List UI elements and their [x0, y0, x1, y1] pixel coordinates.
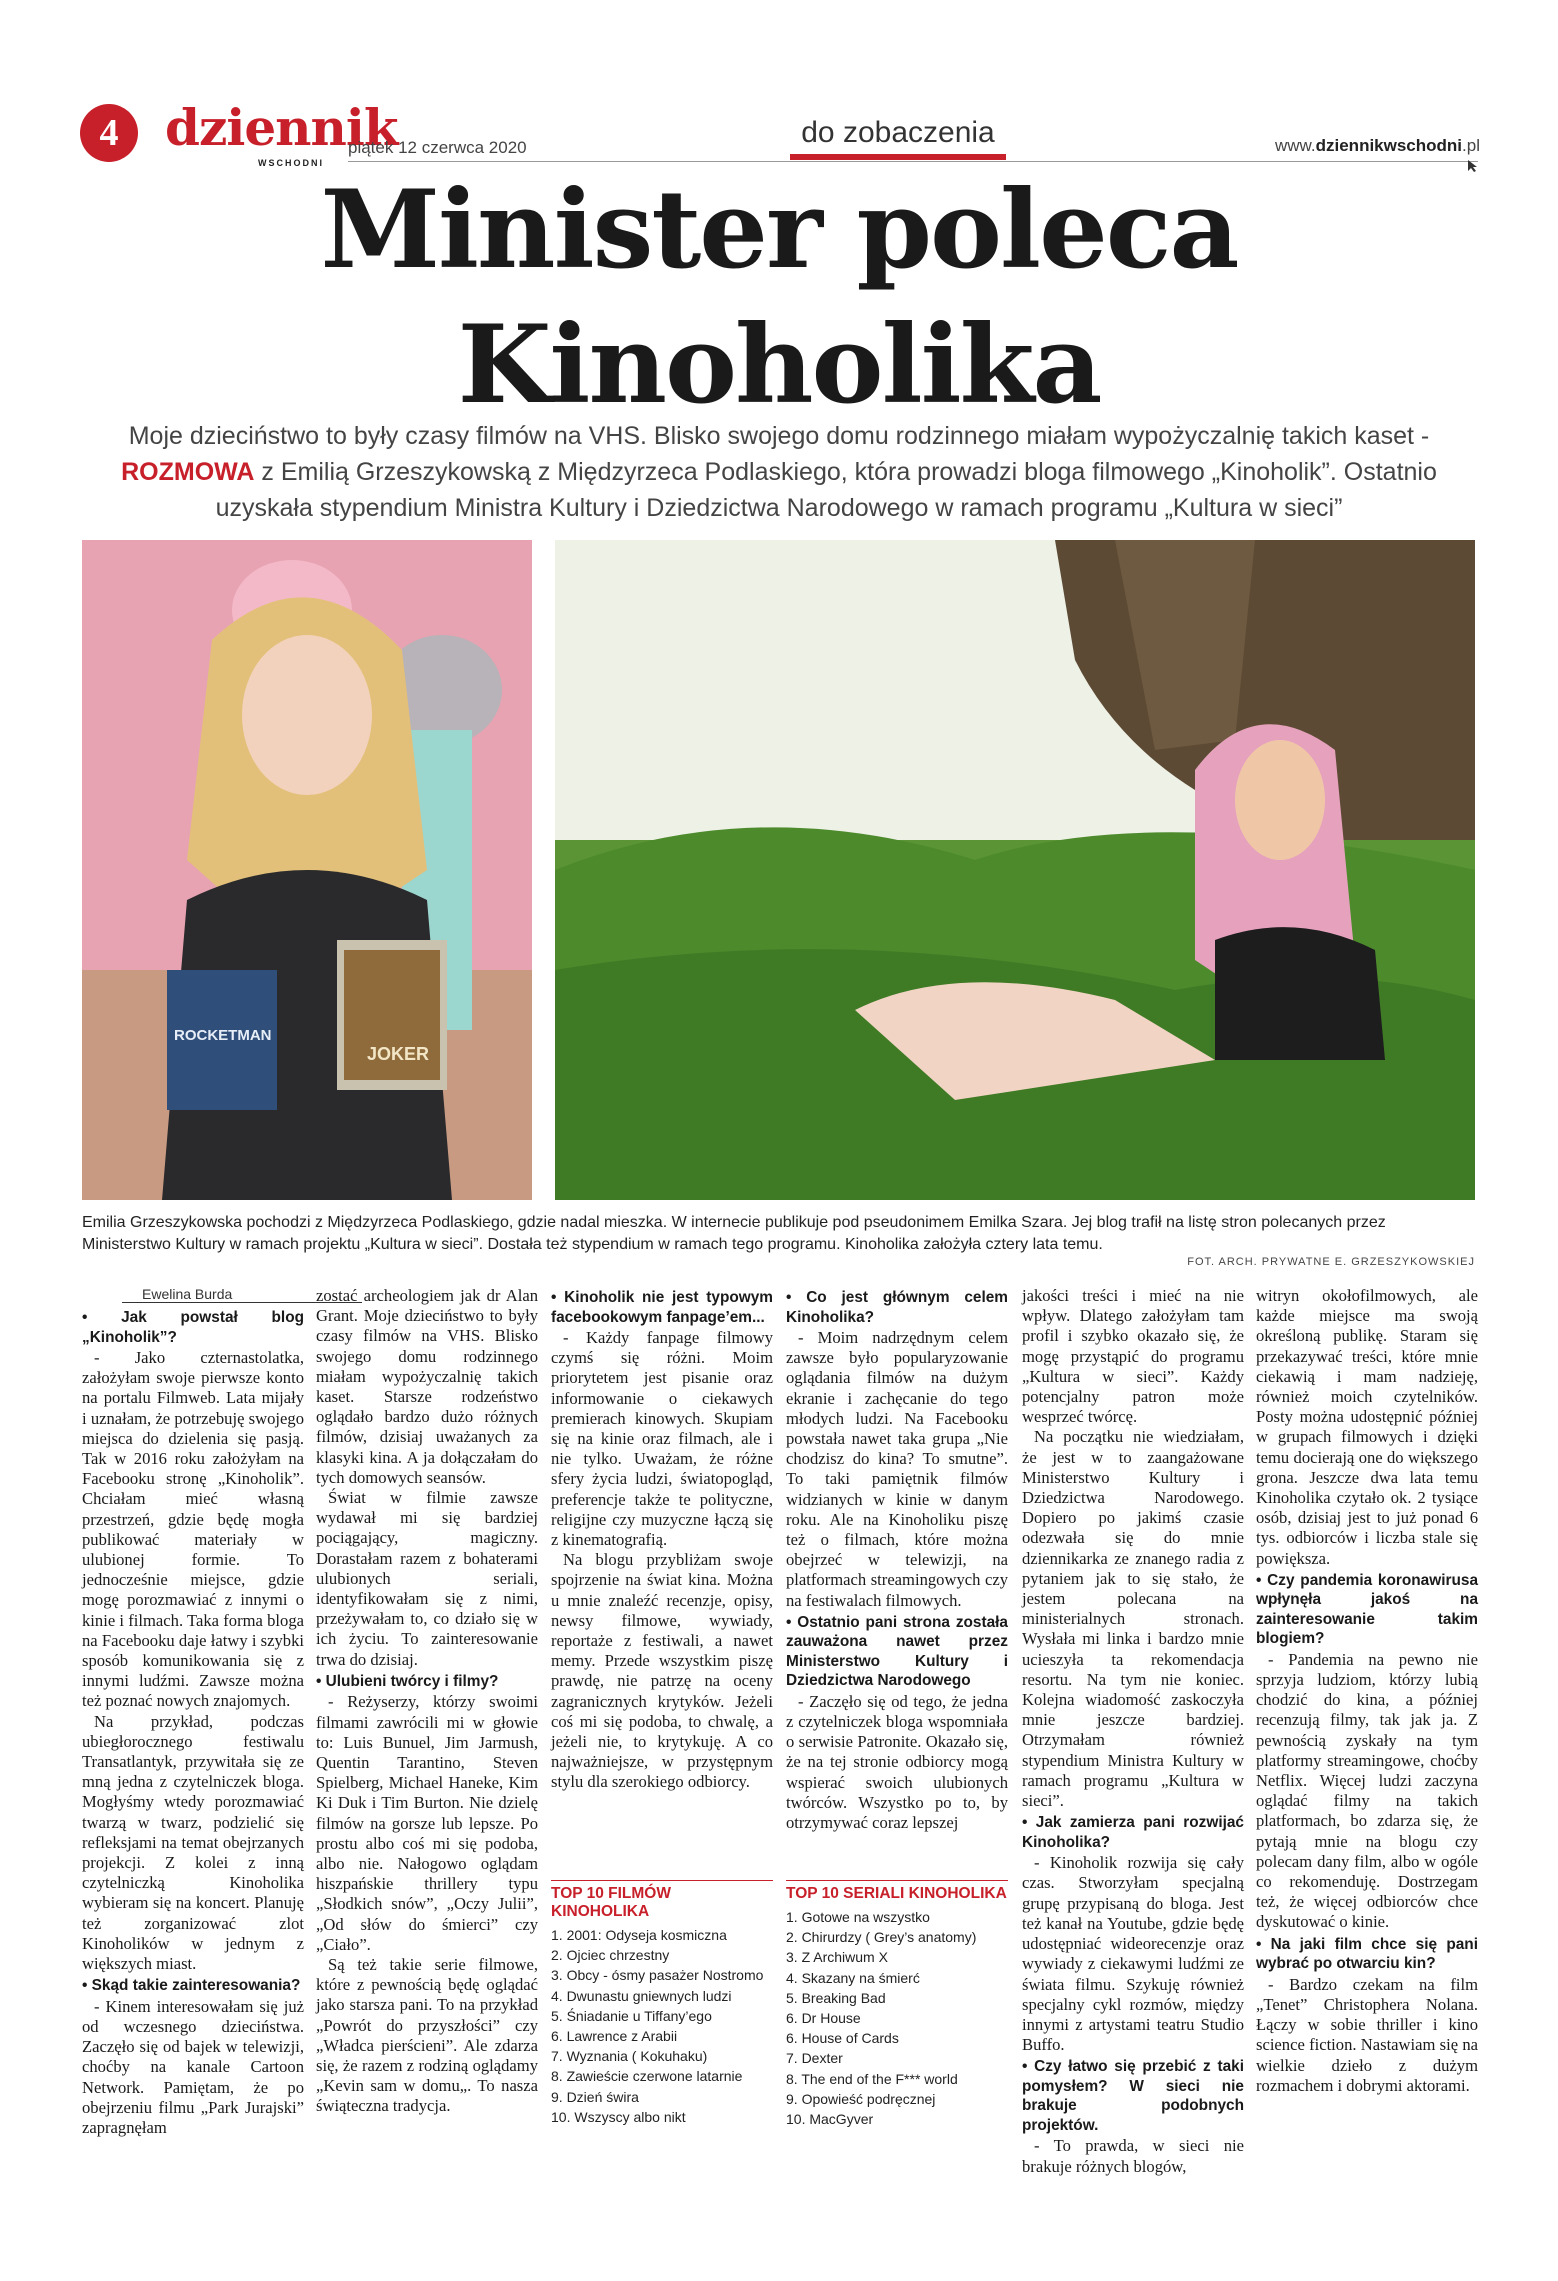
- top-list-item: 9. Dzień świra: [551, 2088, 639, 2105]
- article-paragraph: - Pandemia na pewno nie sprzyja ludziom, którzy lubią chodzić do kina, a później recenzują filmy, tak jak ja. Z pewnością zyskały na tym platformy streamingowe, choćby Netflix. Więcej ludzi zaczyna oglądać filmy na takich platformach, bo zdarza się, że pytają mnie na blogu czy polecam dany film, albo w ogóle co rekomenduję. Dostrzegam też, że więcej odbiorców chce dyskutować o kinie.: [1256, 1649, 1478, 1932]
- section-label: do zobaczenia: [801, 116, 995, 149]
- url-domain: dziennikwschodni: [1315, 136, 1463, 155]
- headline-line-2: Kinoholika: [457, 302, 1101, 428]
- photo-blogger-in-grass: [555, 540, 1475, 1200]
- newspaper-logo: dziennik: [165, 98, 398, 157]
- top-list-item: 10. Wszyscy albo nikt: [551, 2108, 686, 2125]
- article-paragraph: - Moim nadrzędnym celem zawsze było popularyzowanie oglądania filmów na dużym ekranie i zachęcanie do tego młodych ludzi. Na Facebooku powstała nawet taka grupa „Nie chodzisz do kina? To smutne”. To taki pamiętnik filmów widzianych w kinie w danym roku. Ale na Kinoholiku piszę też o filmach, które można obejrzeć w telewizji, na platformach streamingowych czy na festiwalach filmowych.: [786, 1328, 1008, 1610]
- interview-question: • Co jest głównym celem Kinoholika?: [786, 1289, 1008, 1326]
- dvd-joker-label: JOKER: [367, 1044, 430, 1064]
- top-list-item: 1. 2001: Odyseja kosmiczna: [551, 1927, 727, 1943]
- article-column-5: [1022, 1286, 1244, 2177]
- article-column-2: [316, 1286, 538, 2117]
- lead-line-2: [100, 454, 1458, 490]
- photo-blogger-with-dvds: [82, 540, 532, 1200]
- top-films-list: [551, 1925, 773, 2127]
- section-underline: [790, 154, 1006, 160]
- top-list-item: 6. House of Cards: [786, 2030, 899, 2047]
- top-list-item: 10. MacGyver: [786, 2111, 874, 2128]
- article-paragraph: witryn okołofilmowych, ale każde miejsce ma swoją określoną publikę. Staram się przekazywać treści, które mnie ciekawią i mam nadzieję, również moich czytelników. Posty można udostępnić później w grupach filmowych i dzięki temu docierają one do większego grona. Jeszcze dwa lata temu Kinoholika czytało ok. 2 tysiące osób, dzisiaj jest to już ponad 6 tys. odbiorców i liczba stale się powiększa.: [1256, 1286, 1478, 1568]
- article-paragraph: - Kinoholik rozwija się cały czas. Stworzyłam specjalną grupę przypisaną do bloga. Jest też kanał na Youtube, gdzie będę udostępniać wideorecenzje oraz wywiady z ciekawymi ludźmi ze świata filmu. Szykuję również specjalny cykl rozmów, między innymi z artystami teatru Studio Buffo.: [1022, 1853, 1244, 2055]
- interview-question: • Jak zamierza pani rozwijać Kinoholika?: [1022, 1814, 1244, 1851]
- top-series-box: [786, 1880, 1008, 2129]
- article-paragraph: - Jako czternastolatka, założyłam swoje pierwsze konto na portalu Filmweb. Lata mijały i uznałam, że potrzebuję swojego miejsca do dzielenia się pasją. Tak w 2016 roku założyłam na Facebooku stronę „Kinoholik”. Chciałam mieć własną przestrzeń, gdzie będę mogła publikować materiały w ulubionej formie. To jednocześnie miejsce, gdzie mogę porozmawiać z innymi o kinie i filmach. Taka forma bloga na Facebooku daje łatwy i szybki sposób komunikowania się z innymi ludźmi. Zawsze można też poznać nowych znajomych.: [82, 1348, 304, 1711]
- lead-line-1: Moje dzieciństwo to były czasy filmów na VHS. Blisko swojego domu rodzinnego miałam wypożyczalnię takich kaset -: [128, 422, 1430, 450]
- article-paragraph: - Kinem interesowałam się już od wczesnego dzieciństwa. Zaczęło się od bajek w telewizji, choćby na kanale Cartoon Network. Pamiętam, że po obejrzeniu filmu „Park Jurajski” zapragnęłam: [82, 1996, 304, 2138]
- interview-question: • Czy pandemia koronawirusa wpłynęła jakoś na zainteresowanie takim blogiem?: [1256, 1571, 1478, 1648]
- photo-right-illustration: [555, 540, 1475, 1200]
- dvd-rocketman-label: ROCKETMAN: [174, 1027, 272, 1044]
- article-paragraph: - Bardzo czekam na film „Tenet” Christophera Nolana. Łączy w sobie thriller i kino science fiction. Nastawiam się na wielkie dzieło z dużym rozmachem i dobrymi aktorami.: [1256, 1974, 1478, 2095]
- top-list-item: 8. Zawieście czerwone latarnie: [551, 2068, 743, 2085]
- article-column-1: [82, 1306, 304, 2138]
- article-column-6: [1256, 1286, 1478, 2096]
- interview-question: • Na jaki film chce się pani wybrać po otwarciu kin?: [1256, 1935, 1478, 1973]
- interview-question: • Czy łatwo się przebić z taki pomysłem? W sieci nie brakuje podobnych projektów.: [1022, 2058, 1244, 2134]
- top-list-item: 2. Chirurdzy ( Grey’s anatomy): [786, 1929, 977, 1946]
- top-list-item: 5. Śniadanie u Tiffany’ego: [551, 2007, 712, 2024]
- article-paragraph: - Każdy fanpage filmowy czymś się różni. Moim priorytetem jest pisanie oraz informowanie o ciekawych premierach kinowych. Skupiam się na kinie oraz filmach, ale i nie tylko. Uważam, że różne sfery życia ludzi, światopogląd, preferencje także te polityczne, religijne czy muzyczne łączą się z kinematografią.: [551, 1328, 773, 1550]
- lead-paragraph: [100, 418, 1458, 526]
- interview-question: • Ulubieni twórcy i filmy?: [316, 1672, 499, 1690]
- top-series-title: TOP 10 SERIALI KINOHOLIKA: [786, 1880, 1008, 1903]
- url-prefix: www.: [1275, 136, 1316, 155]
- top-list-item: 4. Dwunastu gniewnych ludzi: [551, 1987, 732, 2004]
- headline-line-1: Minister poleca: [320, 167, 1238, 293]
- page-number: 4: [80, 104, 138, 162]
- top-series-list: [786, 1907, 1008, 2129]
- top-films-box: [551, 1880, 773, 2127]
- article-paragraph: - To prawda, w sieci nie brakuje różnych blogów,: [1022, 2136, 1244, 2176]
- top-list-item: 1. Gotowe na wszystko: [786, 1909, 930, 1925]
- newspaper-logo-subtitle: WSCHODNI: [258, 158, 324, 168]
- article-paragraph: Na przykład, podczas ubiegłorocznego festiwalu Transatlantyk, przywitała się ze mną jedna z czytelniczek bloga. Mogłyśmy wtedy porozmawiać twarzą w twarz, podzielić się refleksjami na temat obejrzanych projekcji. Z kolei z inną czytelniczką Kinoholika wybieram się na koncert. Planuję też zorganizować zlot Kinoholików w jednym z większych miast.: [82, 1711, 304, 1974]
- issue-date: piątek 12 czerwca 2020: [348, 138, 527, 157]
- article-paragraph: zostać archeologiem jak dr Alan Grant. Moje dzieciństwo to były czasy filmów na VHS. Blisko swojego domu rodzinnego miałam wypożyczalnię takich kaset. Starsze rodzeństwo oglądało bardzo dużo różnych filmów, dzisiaj uważanych za klasyki kina. A ja dołączałam do tych domowych seansów.: [316, 1286, 538, 1487]
- top-list-item: 2. Ojciec chrzestny: [551, 1947, 670, 1964]
- article-paragraph: Na początku nie wiedziałam, że jest w to zaangażowane Ministerstwo Kultury i Dziedzictwa Narodowego. Dopiero po jakimś czasie odezwała się do mnie dziennikarka ze znanego radia z pytaniem jak to się stało, że jestem polecana na ministerialnych stronach. Wysłała mi linka i bardzo mnie ucieszyła ta rekomendacja resortu. Na tym nie koniec. Kolejna wiadomość zaskoczyła mnie jeszcze bardziej. Otrzymałam również stypendium Ministra Kultury w ramach programu „Kultura w sieci”.: [1022, 1427, 1244, 1811]
- top-list-item: 3. Z Archiwum X: [786, 1949, 888, 1966]
- lead-tag: ROZMOWA: [121, 458, 255, 486]
- article-paragraph: Są też takie serie filmowe, które z pewnością będę oglądać jako starsza pani. To na przykład „Powrót do przyszłości” czy „Władca pierścieni”. Ale zdarza się, że razem z rodziną oglądamy „Kevin sam w domu„. To nasza świąteczna tradycja.: [316, 1955, 538, 2116]
- author-byline: Ewelina Burda: [122, 1286, 362, 1303]
- top-list-item: 5. Breaking Bad: [786, 1989, 886, 2006]
- photo-caption: Emilia Grzeszykowska pochodzi z Międzyrzeca Podlaskiego, gdzie nadal mieszka. W internecie publikuje pod pseudonimem Emilka Szara. Jej blog trafił na listę stron polecanych przez Ministerstwo Kultury w ramach projektu „Kultura w sieci”. Dostała też stypendium w ramach tego programu. Kinoholika założyła cztery lata temu.: [82, 1214, 1386, 1253]
- article-paragraph: Świat w filmie zawsze wydawał mi się bardziej pociągający, magiczny. Dorastałam razem z bohaterami ulubionych seriali, identyfikowałam się z nimi, przeżywałam to, co działo się w ich życiu. To zainteresowanie trwa do dzisiaj.: [316, 1488, 538, 1669]
- article-paragraph: Na blogu przybliżam swoje spojrzenie na świat kina. Można u mnie znaleźć recenzje, opisy, newsy filmowe, wywiady, reportaże z festiwali, a nawet memy. Przede wszystkim piszę prawdę, nie patrzę na oceny zagranicznych krytyków. Jeżeli coś mi się podoba, to chwalę, a jeżeli nie, to krytykuję. A co najważniejsze, w przystępnym stylu dla szerokiego odbiorcy.: [551, 1550, 773, 1792]
- interview-question: • Ostatnio pani strona została zauważona nawet przez Ministerstwo Kultury i Dziedzictwa Narodowego: [786, 1613, 1008, 1690]
- article-paragraph: - Reżyserzy, którzy swoimi filmami zawrócili mi w głowie to: Luis Bunuel, Jim Jarmush, Quentin Tarantino, Steven Spielberg, Michael Haneke, Kim Ki Duk i Tim Burton. Nie dzielę filmów na gorsze lub lepsze. Po prostu albo coś mi się podoba, albo nie. Nałogowo oglądam hiszpańskie thrillery typu „Słodkich snów”, „Oczy Julii”, „Od słów do śmierci” czy „Ciało”.: [316, 1692, 538, 1954]
- interview-question: • Skąd takie zainteresowania?: [82, 1977, 301, 1995]
- article-paragraph: - Zaczęło się od tego, że jedna z czytelniczek bloga wspomniała o serwisie Patronite. Okazało się, że na tej stronie odbiorcy mogą wspierać swoich ulubionych twórców. Wszystko po to, by otrzymywać coraz lepszej: [786, 1691, 1008, 1833]
- interview-question: • Jak powstał blog „Kinoholik”?: [82, 1309, 304, 1346]
- top-list-item: 7. Dexter: [786, 2050, 843, 2067]
- top-films-title: TOP 10 FILMÓW KINOHOLIKA: [551, 1880, 773, 1921]
- lead-line-3: uzyskała stypendium Ministra Kultury i Dziedzictwa Narodowego w ramach programu „Kultura w sieci”: [215, 494, 1343, 522]
- top-list-item: 6. Dr House: [786, 2010, 861, 2027]
- top-list-item: 9. Opowieść podręcznej: [786, 2090, 936, 2107]
- photo-left-illustration: [82, 540, 532, 1200]
- lead-line-2-text: z Emilią Grzeszykowską z Międzyrzeca Podlaskiego, która prowadzi bloga filmowego „Kinoholik”. Ostatnio: [254, 458, 1437, 486]
- top-list-item: 6. Lawrence z Arabii: [551, 2028, 678, 2045]
- top-list-item: 7. Wyznania ( Kokuhaku): [551, 2048, 708, 2065]
- article-column-3: [551, 1286, 773, 1793]
- photo-credit: FOT. ARCH. PRYWATNE E. GRZESZYKOWSKIEJ: [1187, 1256, 1475, 1268]
- url-suffix: .pl: [1462, 136, 1480, 155]
- article-column-4: [786, 1286, 1008, 1833]
- top-list-item: 8. The end of the F*** world: [786, 2070, 958, 2087]
- article-paragraph: jakości treści i mieć na nie wpływ. Dlatego założyłam tam profil i szybko okazało się, że mogę przystąpić do programu „Kultura w sieci”. Każdy potencjalny patron może wesprzeć twórcę.: [1022, 1286, 1244, 1427]
- top-list-item: 4. Skazany na śmierć: [786, 1969, 920, 1986]
- interview-question: • Kinoholik nie jest typowym facebookowym fanpage’em...: [551, 1289, 773, 1326]
- top-list-item: 3. Obcy - ósmy pasażer Nostromo: [551, 1967, 764, 1984]
